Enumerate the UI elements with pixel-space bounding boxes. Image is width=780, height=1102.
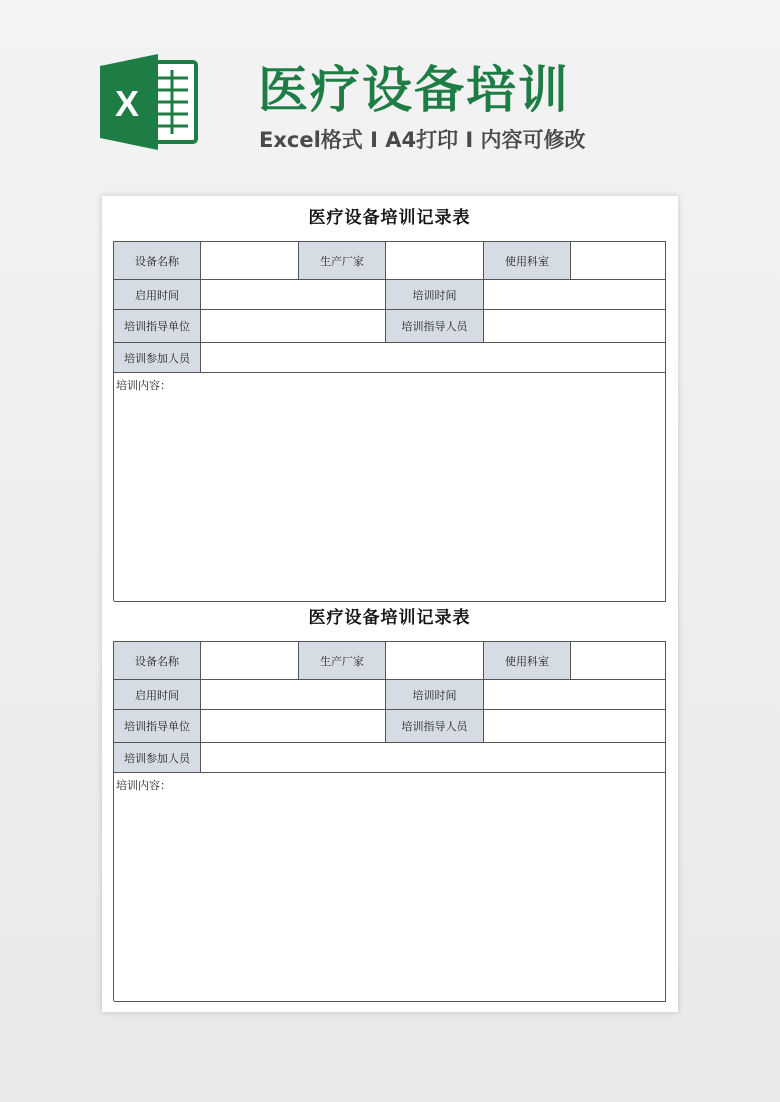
training-unit-field[interactable] <box>201 710 386 743</box>
manufacturer-field[interactable] <box>386 242 484 280</box>
form-grid <box>113 641 666 1001</box>
form-title: 医疗设备培训记录表 <box>308 208 471 228</box>
trainer-label: 培训指导人员 <box>386 310 484 343</box>
department-label: 使用科室 <box>484 242 571 280</box>
equipment-name-field[interactable] <box>201 642 299 680</box>
trainer-field[interactable] <box>484 710 666 743</box>
page-header <box>0 0 780 190</box>
form-title: 医疗设备培训记录表 <box>308 608 471 628</box>
trainer-field[interactable] <box>484 310 666 343</box>
excel-icon-letter: X <box>114 83 140 124</box>
training-unit-label: 培训指导单位 <box>114 310 201 343</box>
manufacturer-label: 生产厂家 <box>299 642 386 680</box>
training-time-label: 培训时间 <box>386 680 484 710</box>
training-content-area[interactable] <box>114 773 666 1002</box>
training-content-label: 培训内容： <box>116 379 171 392</box>
equipment-name-label: 设备名称 <box>114 242 201 280</box>
participants-label: 培训参加人员 <box>114 743 201 773</box>
department-field[interactable] <box>571 642 666 680</box>
training-unit-field[interactable] <box>201 310 386 343</box>
participants-field[interactable] <box>201 343 666 373</box>
training-unit-label: 培训指导单位 <box>114 710 201 743</box>
training-time-label: 培训时间 <box>386 280 484 310</box>
training-time-field[interactable] <box>484 680 666 710</box>
equipment-name-label: 设备名称 <box>114 642 201 680</box>
training-content-label: 培训内容： <box>116 779 171 792</box>
start-date-field[interactable] <box>201 280 386 310</box>
start-date-field[interactable] <box>201 680 386 710</box>
training-time-field[interactable] <box>484 280 666 310</box>
department-field[interactable] <box>571 242 666 280</box>
participants-label: 培训参加人员 <box>114 343 201 373</box>
manufacturer-label: 生产厂家 <box>299 242 386 280</box>
training-content-area[interactable] <box>114 373 666 602</box>
main-title: 医疗设备培训 <box>258 61 570 119</box>
trainer-label: 培训指导人员 <box>386 710 484 743</box>
form-grid <box>113 241 666 601</box>
manufacturer-field[interactable] <box>386 642 484 680</box>
department-label: 使用科室 <box>484 642 571 680</box>
excel-icon <box>100 54 200 150</box>
paper-sheet <box>102 196 678 1012</box>
equipment-name-field[interactable] <box>201 242 299 280</box>
start-date-label: 启用时间 <box>114 680 201 710</box>
participants-field[interactable] <box>201 743 666 773</box>
start-date-label: 启用时间 <box>114 280 201 310</box>
subtitle: Excel格式 I A4打印 I 内容可修改 <box>259 128 586 152</box>
